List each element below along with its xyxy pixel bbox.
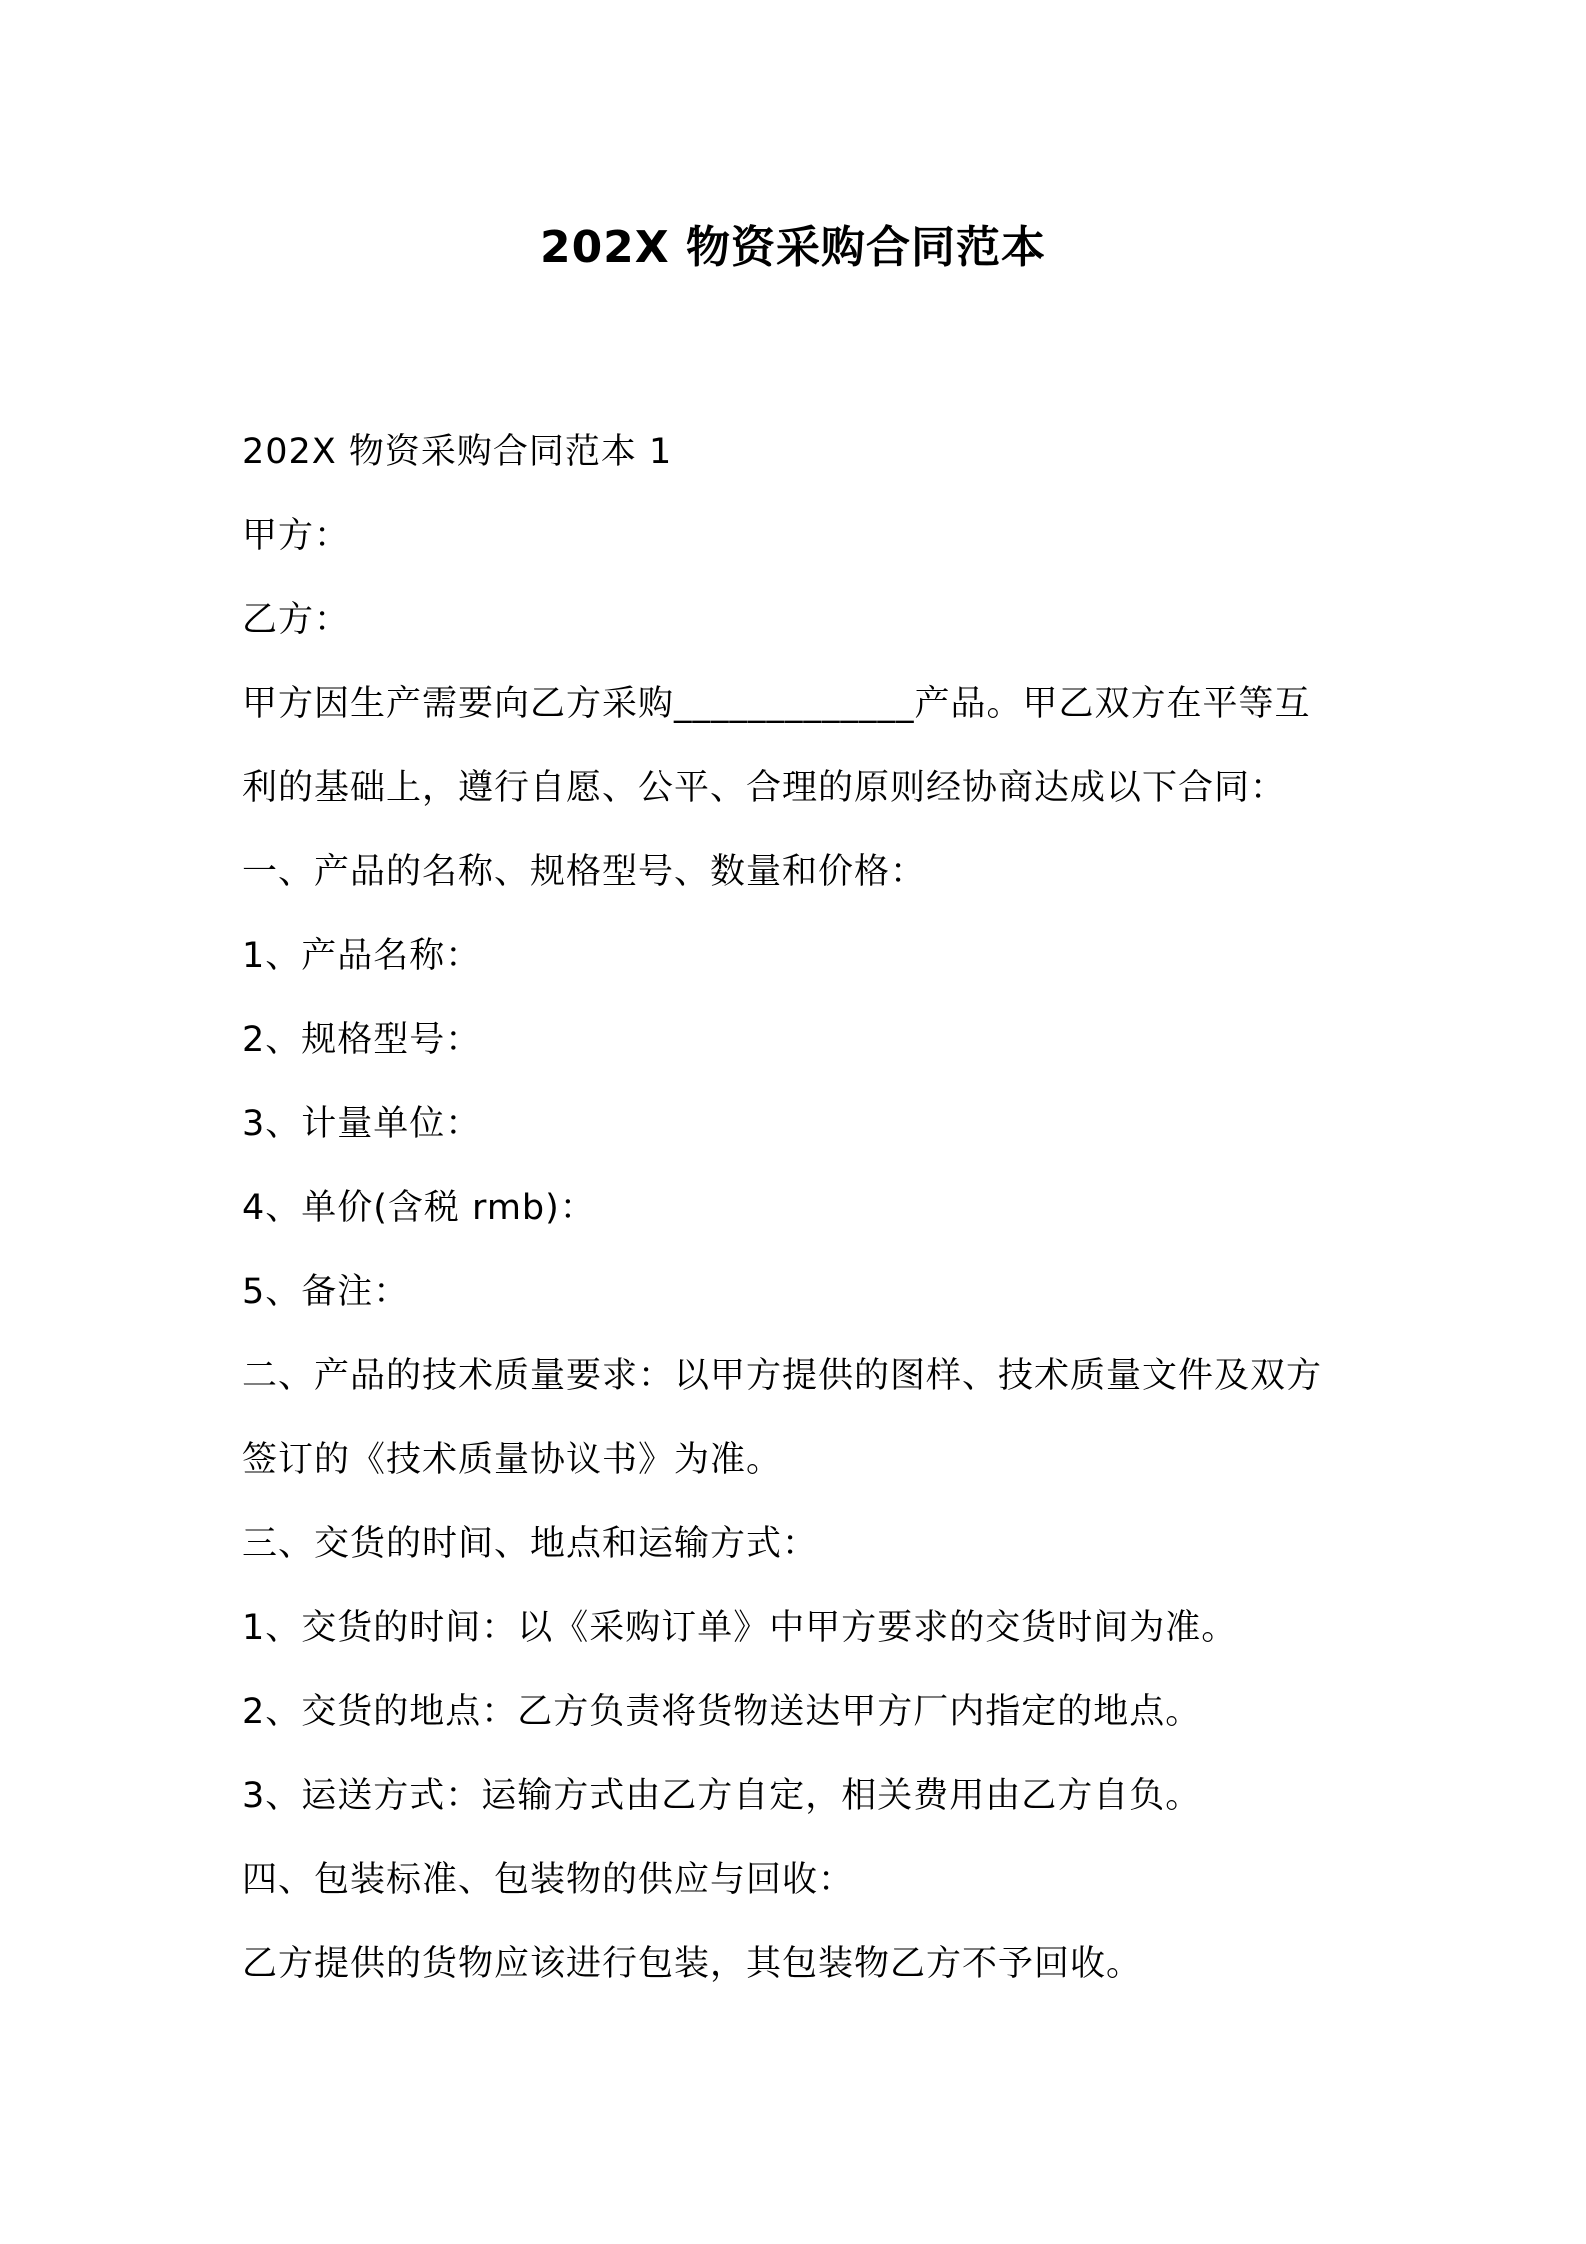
party-a-line: 甲方： — [242, 516, 351, 556]
clause-4-heading: 四、包装标准、包装物的供应与回收： — [242, 1860, 855, 1900]
clause-1-item-1: 1、产品名称： — [242, 936, 482, 976]
clause-3-item-1: 1、交货的时间：以《采购订单》中甲方要求的交货时间为准。 — [242, 1608, 1238, 1648]
clause-3-heading: 三、交货的时间、地点和运输方式： — [242, 1524, 819, 1564]
intro-paragraph-line-2: 利的基础上，遵行自愿、公平、合理的原则经协商达成以下合同： — [242, 768, 1287, 808]
clause-1-item-4: 4、单价(含税 rmb)： — [242, 1188, 596, 1228]
party-b-line: 乙方： — [242, 600, 351, 640]
clause-1-item-5: 5、备注： — [242, 1272, 410, 1312]
clause-1-item-3: 3、计量单位： — [242, 1104, 482, 1144]
clause-4-text: 乙方提供的货物应该进行包装，其包装物乙方不予回收。 — [242, 1944, 1143, 1984]
clause-2-line-2: 签订的《技术质量协议书》为准。 — [242, 1440, 783, 1480]
clause-3-item-2: 2、交货的地点：乙方负责将货物送达甲方厂内指定的地点。 — [242, 1692, 1202, 1732]
clause-1-item-2: 2、规格型号： — [242, 1020, 482, 1060]
document-title: 202X 物资采购合同范本 — [539, 222, 1047, 273]
intro-paragraph-line-1: 甲方因生产需要向乙方采购_____________产品。甲乙双方在平等互 — [242, 684, 1311, 724]
section-heading-1: 202X 物资采购合同范本 1 — [242, 432, 673, 472]
clause-1-heading: 一、产品的名称、规格型号、数量和价格： — [242, 852, 927, 892]
clause-3-item-3: 3、运送方式：运输方式由乙方自定，相关费用由乙方自负。 — [242, 1776, 1202, 1816]
clause-2-line-1: 二、产品的技术质量要求：以甲方提供的图样、技术质量文件及双方 — [242, 1356, 1323, 1396]
document-body — [242, 410, 1362, 2006]
